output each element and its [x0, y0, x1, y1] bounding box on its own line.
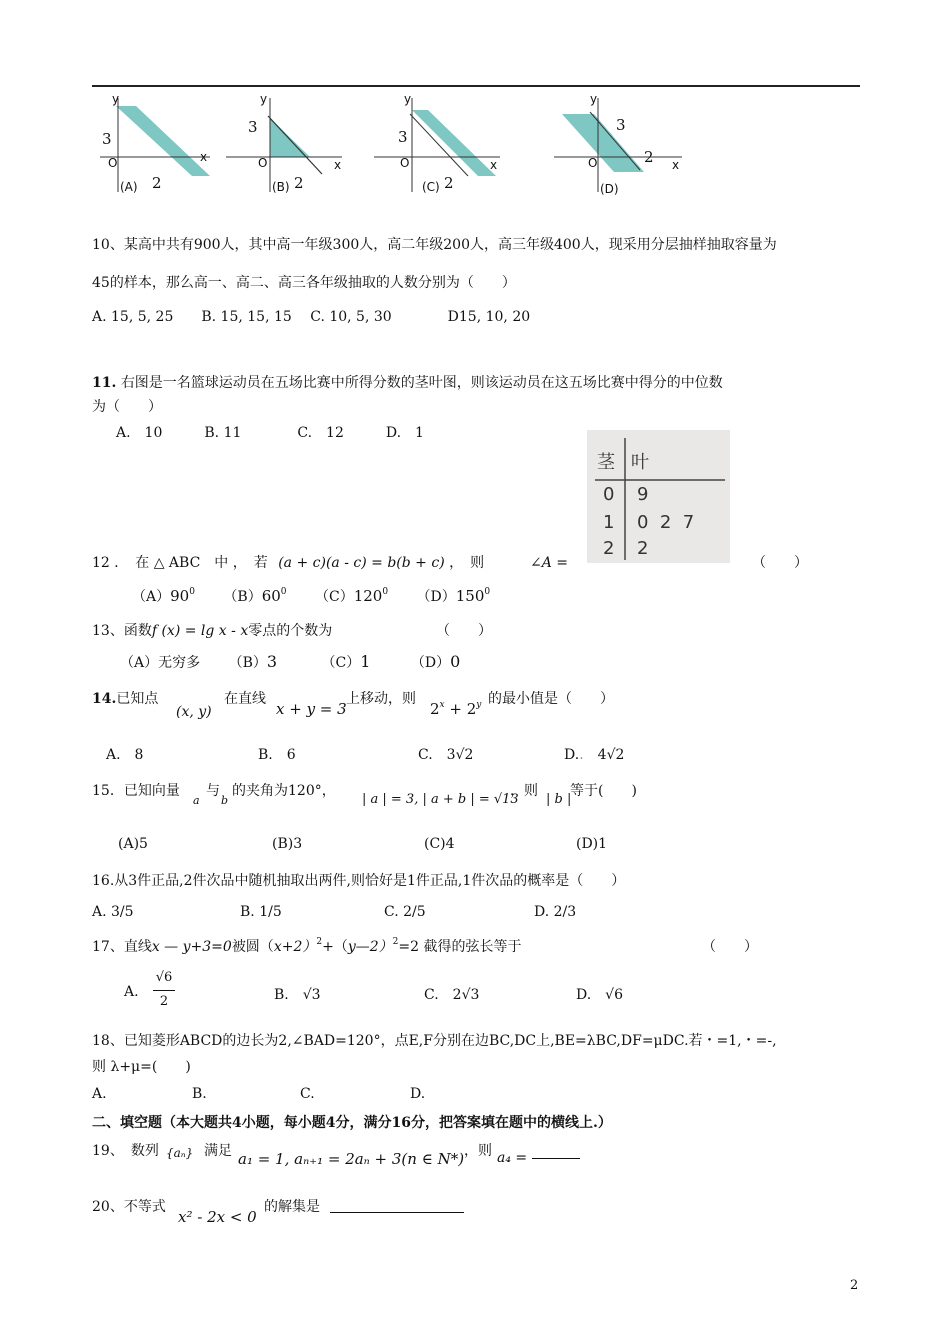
leaf-row-2: 2 — [637, 538, 649, 559]
graph-a-x-axis: x — [200, 150, 208, 164]
stem-row-1: 1 — [603, 512, 615, 533]
graph-a-origin: O — [108, 156, 118, 170]
q14-expr-exp2: y — [476, 700, 482, 710]
graph-a-y-value: 3 — [102, 130, 112, 148]
graph-d-svg — [552, 92, 686, 200]
q15-prefix: 15．已知向量 — [92, 783, 180, 799]
q14-opt-c-root: √2 — [455, 747, 474, 763]
q11-text: 右图是一名篮球运动员在五场比赛中所得分数的茎叶图，则该运动员在这五场比赛中得分的中位数 — [120, 375, 723, 391]
q13-paren: （ ） — [436, 623, 492, 639]
graph-c-y-value: 3 — [398, 128, 408, 146]
q17-circle-x: x+2） — [273, 939, 317, 955]
q16-opt-b: B. 1/5 — [240, 904, 282, 920]
q15-opt-b: (B)3 — [272, 836, 303, 852]
q12-opt-c: （C） — [314, 589, 354, 605]
q16-opt-d: D. 2/3 — [534, 904, 577, 920]
q20-answer-blank[interactable] — [330, 1212, 464, 1213]
q19-prefix: 19、 数列 — [92, 1143, 159, 1159]
graph-c-origin: O — [400, 156, 410, 170]
q15-mid: 与 — [206, 783, 220, 799]
q14-line — [92, 688, 158, 708]
q14-opt-b: B. 6 — [258, 747, 296, 763]
q14-expr — [430, 700, 481, 718]
q12-angle: ∠A = — [530, 555, 569, 571]
q18-opt-d: D. — [410, 1086, 426, 1102]
q12-opt-a-val: 90 — [170, 587, 190, 605]
q15-condition: | a | = 3, | a + b | = √13 — [362, 792, 519, 807]
q13-opt-b: （B） — [228, 655, 267, 671]
section-2-title: 二、填空题（本大题共4小题，每小题4分，满分16分，把答案填在题中的横线上.） — [92, 1115, 612, 1131]
q14-expr-base1: 2 — [430, 700, 440, 718]
q17-sq-2: 2 — [392, 937, 399, 947]
q14-opt-a: A. 8 — [106, 747, 144, 763]
q14-opt-d-label: D. — [564, 747, 580, 763]
q12-line — [92, 552, 484, 572]
q18-opt-a: A. — [92, 1086, 107, 1102]
q12-mid: ， 则 — [449, 555, 485, 571]
q17-frac-bar — [153, 990, 175, 991]
graph-d — [552, 92, 686, 200]
q12-prefix: 12 ． 在 △ ABC 中 ， 若 — [92, 555, 268, 571]
stem-leaf-plot — [587, 430, 730, 563]
q12-deg-c: 0 — [382, 587, 389, 597]
q17-line-eq: x — y+3=0 — [151, 939, 232, 955]
q15-opt-a: (A)5 — [118, 836, 148, 852]
q15-vec-a: a — [193, 794, 200, 807]
q14-opt-d-val: 4 — [583, 747, 607, 763]
q12-deg-a: 0 — [189, 587, 195, 597]
q15-then: ，则 — [510, 783, 538, 799]
q14-suffix: 的最小值是（ ） — [488, 691, 614, 707]
page-number: 2 — [850, 1278, 859, 1293]
q17-opt-c: C. 2√3 — [424, 987, 480, 1003]
q17-line — [92, 936, 521, 956]
graph-b-label: (B) — [272, 180, 290, 194]
q14-opt-c — [418, 744, 473, 764]
q19-answer-blank[interactable] — [532, 1158, 580, 1159]
graph-c-x-axis: x — [490, 158, 498, 172]
q19-ask: a₄ = — [497, 1150, 528, 1166]
q12-opt-d-val: 150 — [455, 587, 485, 605]
q13-opt-c: （C） — [321, 655, 361, 671]
q17-opt-a: A. — [124, 984, 139, 1000]
q19-seq: {aₙ} — [166, 1146, 194, 1160]
q17-opt-d: D. √6 — [576, 987, 624, 1003]
stem-row-0: 0 — [603, 484, 615, 505]
q15-suffix: 的夹角为120°， — [232, 783, 336, 799]
q14-point: (x, y) — [176, 704, 212, 720]
q18-opt-b: B. — [192, 1086, 207, 1102]
q15-opt-c: (C)4 — [424, 836, 455, 852]
graph-c-label: (C) — [422, 180, 440, 194]
q14-opt-c-label: C. 3 — [418, 747, 456, 763]
q12-options — [132, 586, 490, 606]
q20-suffix: 的解集是 — [264, 1199, 320, 1215]
graph-a-x-value: 2 — [152, 174, 162, 192]
q15-opt-d: (D)1 — [576, 836, 608, 852]
q14-mid2: 上移动，则 — [346, 691, 416, 707]
q10-line2: 45的样本，那么高一、高二、高三各年级抽取的人数分别为（ ） — [92, 275, 516, 291]
q12-opt-a: （A） — [132, 589, 171, 605]
q12-deg-d: 0 — [484, 587, 491, 597]
q17-text-d: =2 截得的弦长等于 — [398, 939, 522, 955]
q12-formula: (a + c)(a - c) = b(b + c) — [278, 555, 445, 571]
graph-a — [92, 92, 212, 200]
q13-formula: f (x) = lg x - x — [151, 623, 249, 639]
q16-text: 16.从3件正品,2件次品中随机抽取出两件,则恰好是1件正品,1件次品的概率是（ ） — [92, 873, 626, 889]
graph-b-origin: O — [258, 156, 268, 170]
q16-opt-a: A. 3/5 — [92, 904, 134, 920]
q13-options — [120, 652, 460, 672]
q10-line1: 10、某高中共有900人，其中高一年级300人，高二年级200人，高三年级400人，现采用分层抽样抽取容量为 — [92, 237, 777, 253]
q20-prefix: 20、不等式 — [92, 1199, 166, 1215]
q14-opt-d-root: √2 — [606, 747, 625, 763]
q14-line-eq: x + y = 3 — [276, 700, 347, 718]
q11-options: A. 10 B. 11 C. 12 D. 1 — [116, 425, 424, 441]
q12-opt-b-val: 60 — [261, 587, 281, 605]
q13-opt-a: （A）无穷多 — [120, 655, 201, 671]
q18-line1: 18、已知菱形ABCD的边长为2,∠BAD=120°，点E,F分别在边BC,DC上,BE=λBC,DF=μDC.若・=1,・=-, — [92, 1033, 777, 1049]
graph-c — [372, 92, 498, 200]
q18-line2: 则 λ+μ=( ) — [92, 1059, 191, 1075]
graph-b-y-value: 3 — [248, 118, 258, 136]
q13-opt-d: （D） — [410, 655, 451, 671]
stem-header: 茎 — [597, 452, 615, 473]
q12-deg-b: 0 — [280, 587, 287, 597]
q11-number: 11. — [92, 375, 117, 391]
q16-opt-c: C. 2/5 — [384, 904, 426, 920]
graph-a-y-axis: y — [112, 92, 120, 106]
q13-line — [92, 620, 332, 640]
leaf-row-1: 0 2 7 — [637, 512, 695, 533]
q14-expr-plus: + 2 — [444, 700, 477, 718]
graph-d-origin: O — [588, 156, 598, 170]
q12-opt-b: （B） — [223, 589, 262, 605]
q10-options: A. 15, 5, 25 B. 15, 15, 15 C. 10, 5, 30 D15, 10, 20 — [92, 309, 531, 325]
graph-d-x-value: 2 — [644, 148, 654, 166]
stem-row-2: 2 — [603, 538, 615, 559]
q20-formula: x² - 2x < 0 — [178, 1208, 257, 1226]
q17-text-b: 被圆（ — [231, 939, 274, 955]
q14-opt-d: D.. 4√2 — [564, 747, 625, 763]
header-rule — [92, 85, 860, 87]
q15-vec-b: b — [221, 794, 229, 807]
q14-prefix: 已知点 — [116, 691, 159, 707]
q18-opt-c: C. — [300, 1086, 315, 1102]
q17-frac-num: √6 — [155, 970, 173, 985]
q14-mid: 在直线 — [224, 691, 266, 707]
leaf-row-0: 9 — [637, 484, 649, 505]
q12-opt-c-val: 120 — [353, 587, 383, 605]
graph-d-y-axis: y — [590, 92, 598, 106]
q13-opt-b-val: 3 — [266, 652, 278, 671]
q19-then: ，则 — [464, 1143, 492, 1159]
graph-d-x-axis: x — [672, 158, 680, 172]
q17-frac-den: 2 — [159, 994, 169, 1009]
q17-sq-1: 2 — [316, 937, 323, 947]
graph-b-y-axis: y — [260, 92, 268, 106]
q14-expr-exp1: x — [439, 700, 445, 710]
q11-line1 — [92, 372, 723, 392]
q12-opt-d: （D） — [416, 589, 456, 605]
q14-number: 14. — [92, 691, 117, 707]
graph-d-y-value: 3 — [616, 116, 626, 134]
q13-opt-c-val: 1 — [360, 652, 371, 671]
q17-text-a: 17、直线 — [92, 939, 152, 955]
q11-line2: 为（ ） — [92, 399, 162, 415]
q15-mag-b: | b | — [546, 792, 572, 807]
graph-b — [224, 92, 344, 200]
graph-c-y-axis: y — [404, 92, 412, 106]
graph-a-label: (A) — [120, 180, 138, 194]
q17-paren: （ ） — [702, 939, 758, 955]
q19-mid: 满足 — [204, 1143, 232, 1159]
q15-eq: 等于( ) — [570, 783, 637, 799]
q17-circle-y: y—2） — [347, 939, 393, 955]
graph-c-x-value: 2 — [444, 174, 454, 192]
leaf-header: 叶 — [631, 452, 649, 473]
graph-b-x-axis: x — [334, 158, 342, 172]
q13-suffix: 零点的个数为 — [248, 623, 333, 639]
q17-text-c: +（ — [322, 939, 348, 955]
q12-paren: （ ） — [752, 555, 808, 571]
q17-opt-b: B. √3 — [274, 987, 321, 1003]
q13-opt-d-val: 0 — [450, 652, 461, 671]
graph-d-label: (D) — [600, 182, 619, 196]
q13-prefix: 13、函数 — [92, 623, 152, 639]
graph-b-x-value: 2 — [294, 174, 304, 192]
q19-formula: a₁ = 1, aₙ₊₁ = 2aₙ + 3(n ∈ N*) — [238, 1150, 465, 1168]
